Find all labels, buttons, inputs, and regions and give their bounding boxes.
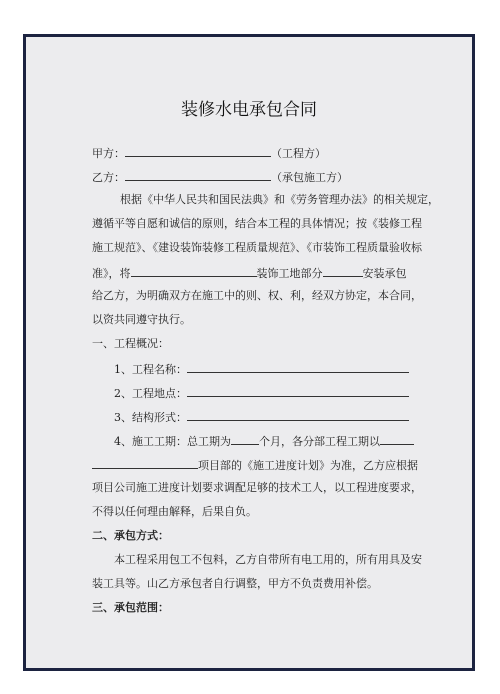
party-b-line xyxy=(92,169,412,185)
project-name-line: 1、工程名称： xyxy=(114,361,412,377)
section2-heading: 二、承包方式： xyxy=(92,529,169,542)
structure-type-blank xyxy=(187,409,409,421)
intro-line-2: 遵循平等自愿和诚信的原则，结合本工程的具体情况；按《装修工程 xyxy=(92,217,422,230)
intro-line-3: 施工规范》、《建设装饰装修工程质量规范》、《市装饰工程质量验收标 xyxy=(92,241,422,254)
schedule-blank xyxy=(380,433,414,445)
party-b-blank xyxy=(125,169,271,181)
party-a-role: （工程方） xyxy=(271,147,326,160)
schedule-line-3: 项目公司施工进度计划要求调配足够的技术工人，以工程进度要求， xyxy=(92,481,422,494)
structure-type-line: 3、结构形式： xyxy=(114,409,412,425)
party-a-label: 甲方： xyxy=(92,147,125,160)
section2-line-2: 装工具等。山乙方承包者自行调整，甲方不负责费用补偿。 xyxy=(92,577,378,590)
party-a-blank xyxy=(125,145,271,157)
intro-line-4: 准》，将 装饰工地部分 安装承包 xyxy=(92,267,407,280)
scope-blank xyxy=(323,265,363,277)
section2-line-1: 本工程采用包工不包料，乙方自带所有电工用的，所有用具及安 xyxy=(114,553,422,566)
section3-heading: 三、承包范围： xyxy=(92,601,169,614)
party-b-role: （承包施工方） xyxy=(271,171,348,184)
project-blank xyxy=(131,265,257,277)
party-b-label: 乙方： xyxy=(92,171,125,184)
project-location-line: 2、工程地点： xyxy=(114,385,412,401)
months-blank xyxy=(231,433,259,445)
contract-title: 装修水电承包合同 xyxy=(181,100,317,120)
project-location-blank xyxy=(187,385,409,397)
intro-line-1: 根据《中华人民共和国民法典》和《劳务管理办法》的相关规定， xyxy=(120,193,439,206)
schedule-line-2: 项目部的《施工进度计划》为准，乙方应根据 xyxy=(92,457,412,473)
schedule-line-4: 不得以任何理由解释，后果自负。 xyxy=(92,505,257,518)
intro-line-5: 给乙方，为明确双方在施工中的则、权、利，经双方协定，本合同， xyxy=(92,289,422,302)
schedule-line: 4、施工工期：总工期为 个月，各分部工程工期以 xyxy=(114,433,412,449)
project-dept-blank xyxy=(92,457,198,469)
intro-line-6: 以资共同遵守执行。 xyxy=(92,313,191,326)
project-name-blank xyxy=(187,361,409,373)
party-a-line xyxy=(92,145,412,161)
document-page xyxy=(23,34,475,671)
section1-heading: 一、工程概况： xyxy=(92,337,169,350)
